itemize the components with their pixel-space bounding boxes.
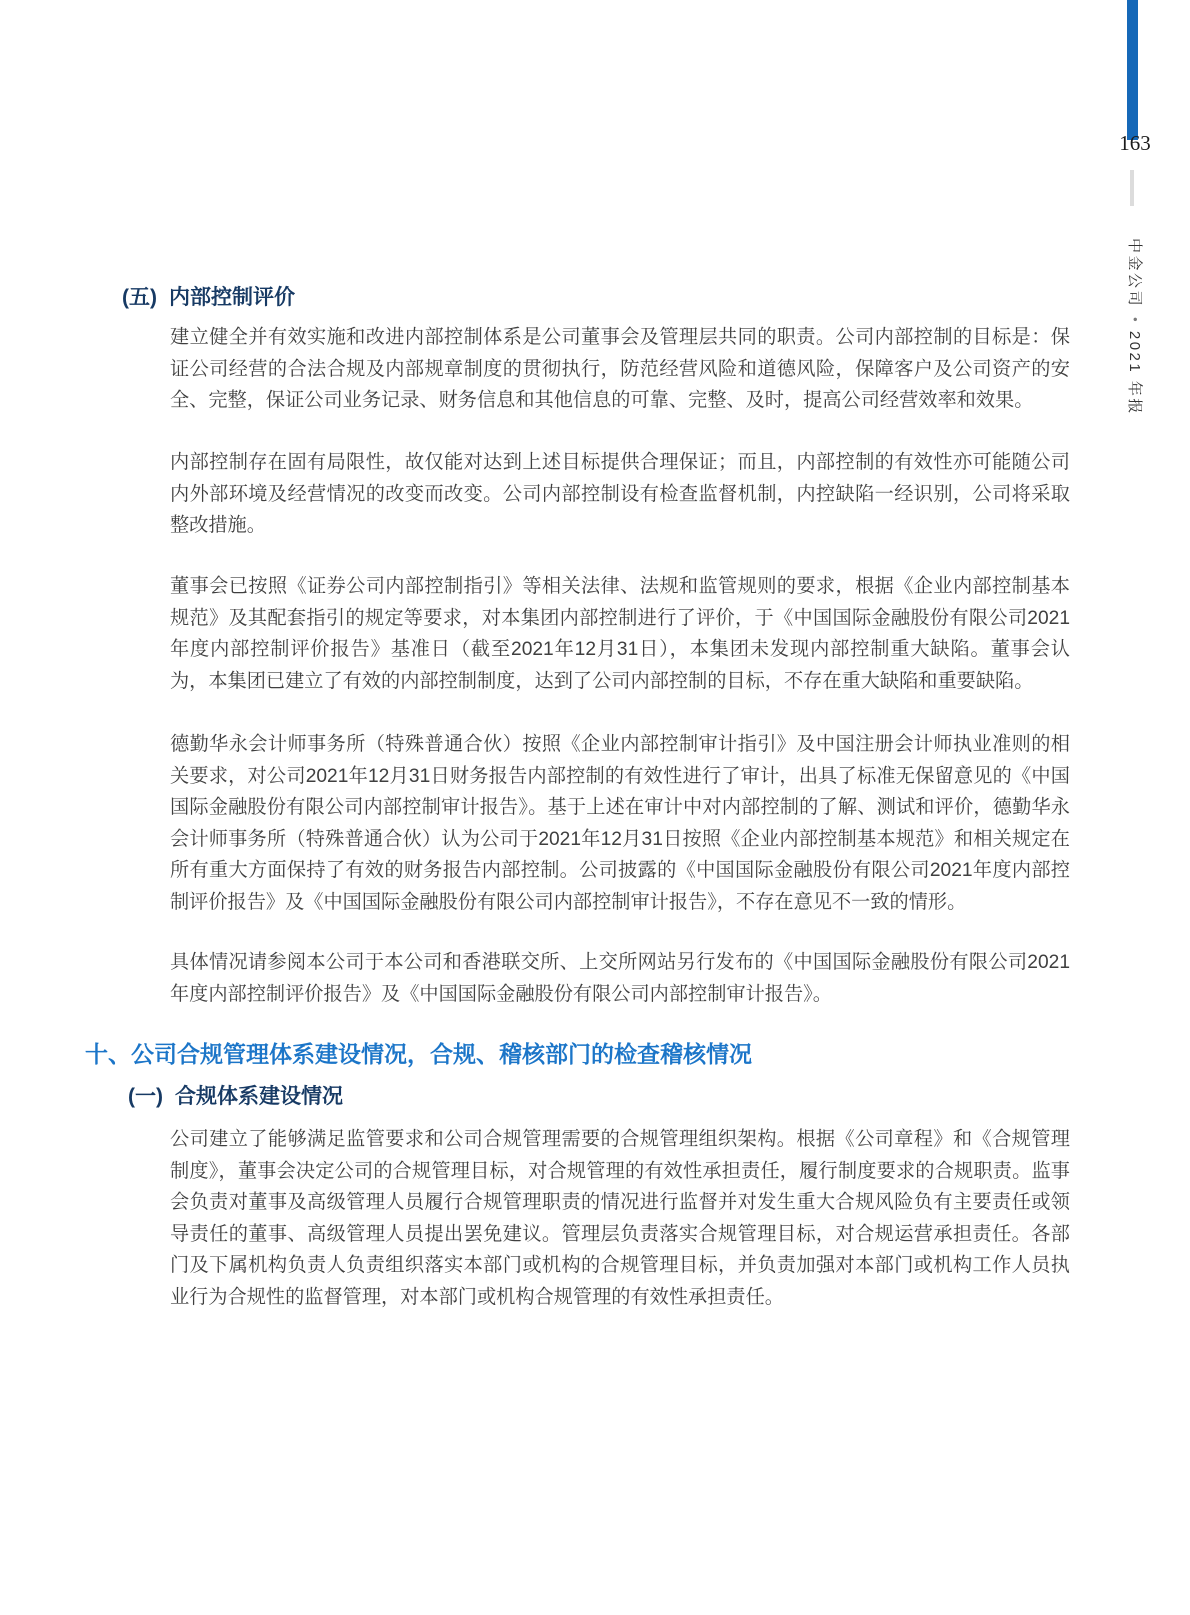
section-heading-title: 内部控制评价 [169, 286, 295, 309]
side-company-name: 中金公司 [1126, 238, 1143, 309]
section-heading-internal-control-evaluation [122, 281, 295, 311]
paragraph-internal-control-3: 董事会已按照《证券公司内部控制指引》等相关法律、法规和监管规则的要求，根据《企业内部控制基本规范》及其配套指引的规定等要求，对本集团内部控制进行了评价，于《中国国际金融股份有限公司2021年度内部控制评价报告》基准日（截至2021年12月31日），本集团未发现内部控制重大缺陷。董事会认为，本集团已建立了有效的内部控制制度，达到了公司内部控制的目标，不存在重大缺陷和重要缺陷。 [170, 576, 1070, 692]
paragraph-internal-control-4: 德勤华永会计师事务所（特殊普通合伙）按照《企业内部控制审计指引》及中国注册会计师执业准则的相关要求，对公司2021年12月31日财务报告内部控制的有效性进行了审计，出具了标准无保留意见的《中国国际金融股份有限公司内部控制审计报告》。基于上述在审计中对内部控制的了解、测试和评价，德勤华永会计师事务所（特殊普通合伙）认为公司于2021年12月31日按照《企业内部控制基本规范》和相关规定在所有重大方面保持了有效的财务报告内部控制。公司披露的《中国国际金融股份有限公司2021年度内部控制评价报告》及《中国国际金融股份有限公司内部控制审计报告》，不存在意见不一致的情形。 [170, 734, 1070, 913]
subsection-heading-compliance-construction [128, 1080, 343, 1110]
chapter-heading-compliance-system: 十、公司合规管理体系建设情况，合规、稽核部门的检查稽核情况 [85, 1041, 752, 1067]
section-heading-number: (五) [122, 286, 157, 309]
accent-bar [1127, 0, 1138, 140]
side-running-title [1125, 238, 1146, 416]
subsection-heading-number: (一) [128, 1085, 163, 1108]
bullet-separator-icon: ● [1131, 317, 1140, 322]
paragraph-internal-control-2: 内部控制存在固有局限性，故仅能对达到上述目标提供合理保证；而且，内部控制的有效性亦可能随公司内外部环境及经营情况的改变而改变。公司内部控制设有检查监督机制，内控缺陷一经识别，公司将采取整改措施。 [170, 452, 1070, 537]
paragraph-internal-control-5: 具体情况请参阅本公司于本公司和香港联交所、上交所网站另行发布的《中国国际金融股份有限公司2021年度内部控制评价报告》及《中国国际金融股份有限公司内部控制审计报告》。 [170, 952, 1070, 1005]
paragraph-compliance-1: 公司建立了能够满足监管要求和公司合规管理需要的合规管理组织架构。根据《公司章程》和《合规管理制度》，董事会决定公司的合规管理目标，对合规管理的有效性承担责任，履行制度要求的合规职责。监事会负责对董事及高级管理人员履行合规管理职责的情况进行监督并对发生重大合规风险负有主要责任或领导责任的董事、高级管理人员提出罢免建议。管理层负责落实合规管理目标，对合规运营承担责任。各部门及下属机构负责人负责组织落实本部门或机构的合规管理目标，并负责加强对本部门或机构工作人员执业行为合规性的监督管理，对本部门或机构合规管理的有效性承担责任。 [170, 1129, 1070, 1308]
page-number-tick [1130, 170, 1134, 206]
side-edition: 2021 年报 [1126, 330, 1143, 416]
subsection-heading-title: 合规体系建设情况 [175, 1085, 343, 1108]
paragraph-internal-control-1: 建立健全并有效实施和改进内部控制体系是公司董事会及管理层共同的职责。公司内部控制的目标是：保证公司经营的合法合规及内部规章制度的贯彻执行，防范经营风险和道德风险，保障客户及公司资产的安全、完整，保证公司业务记录、财务信息和其他信息的可靠、完整、及时，提高公司经营效率和效果。 [170, 327, 1070, 412]
page-number: 163 [1119, 131, 1151, 155]
